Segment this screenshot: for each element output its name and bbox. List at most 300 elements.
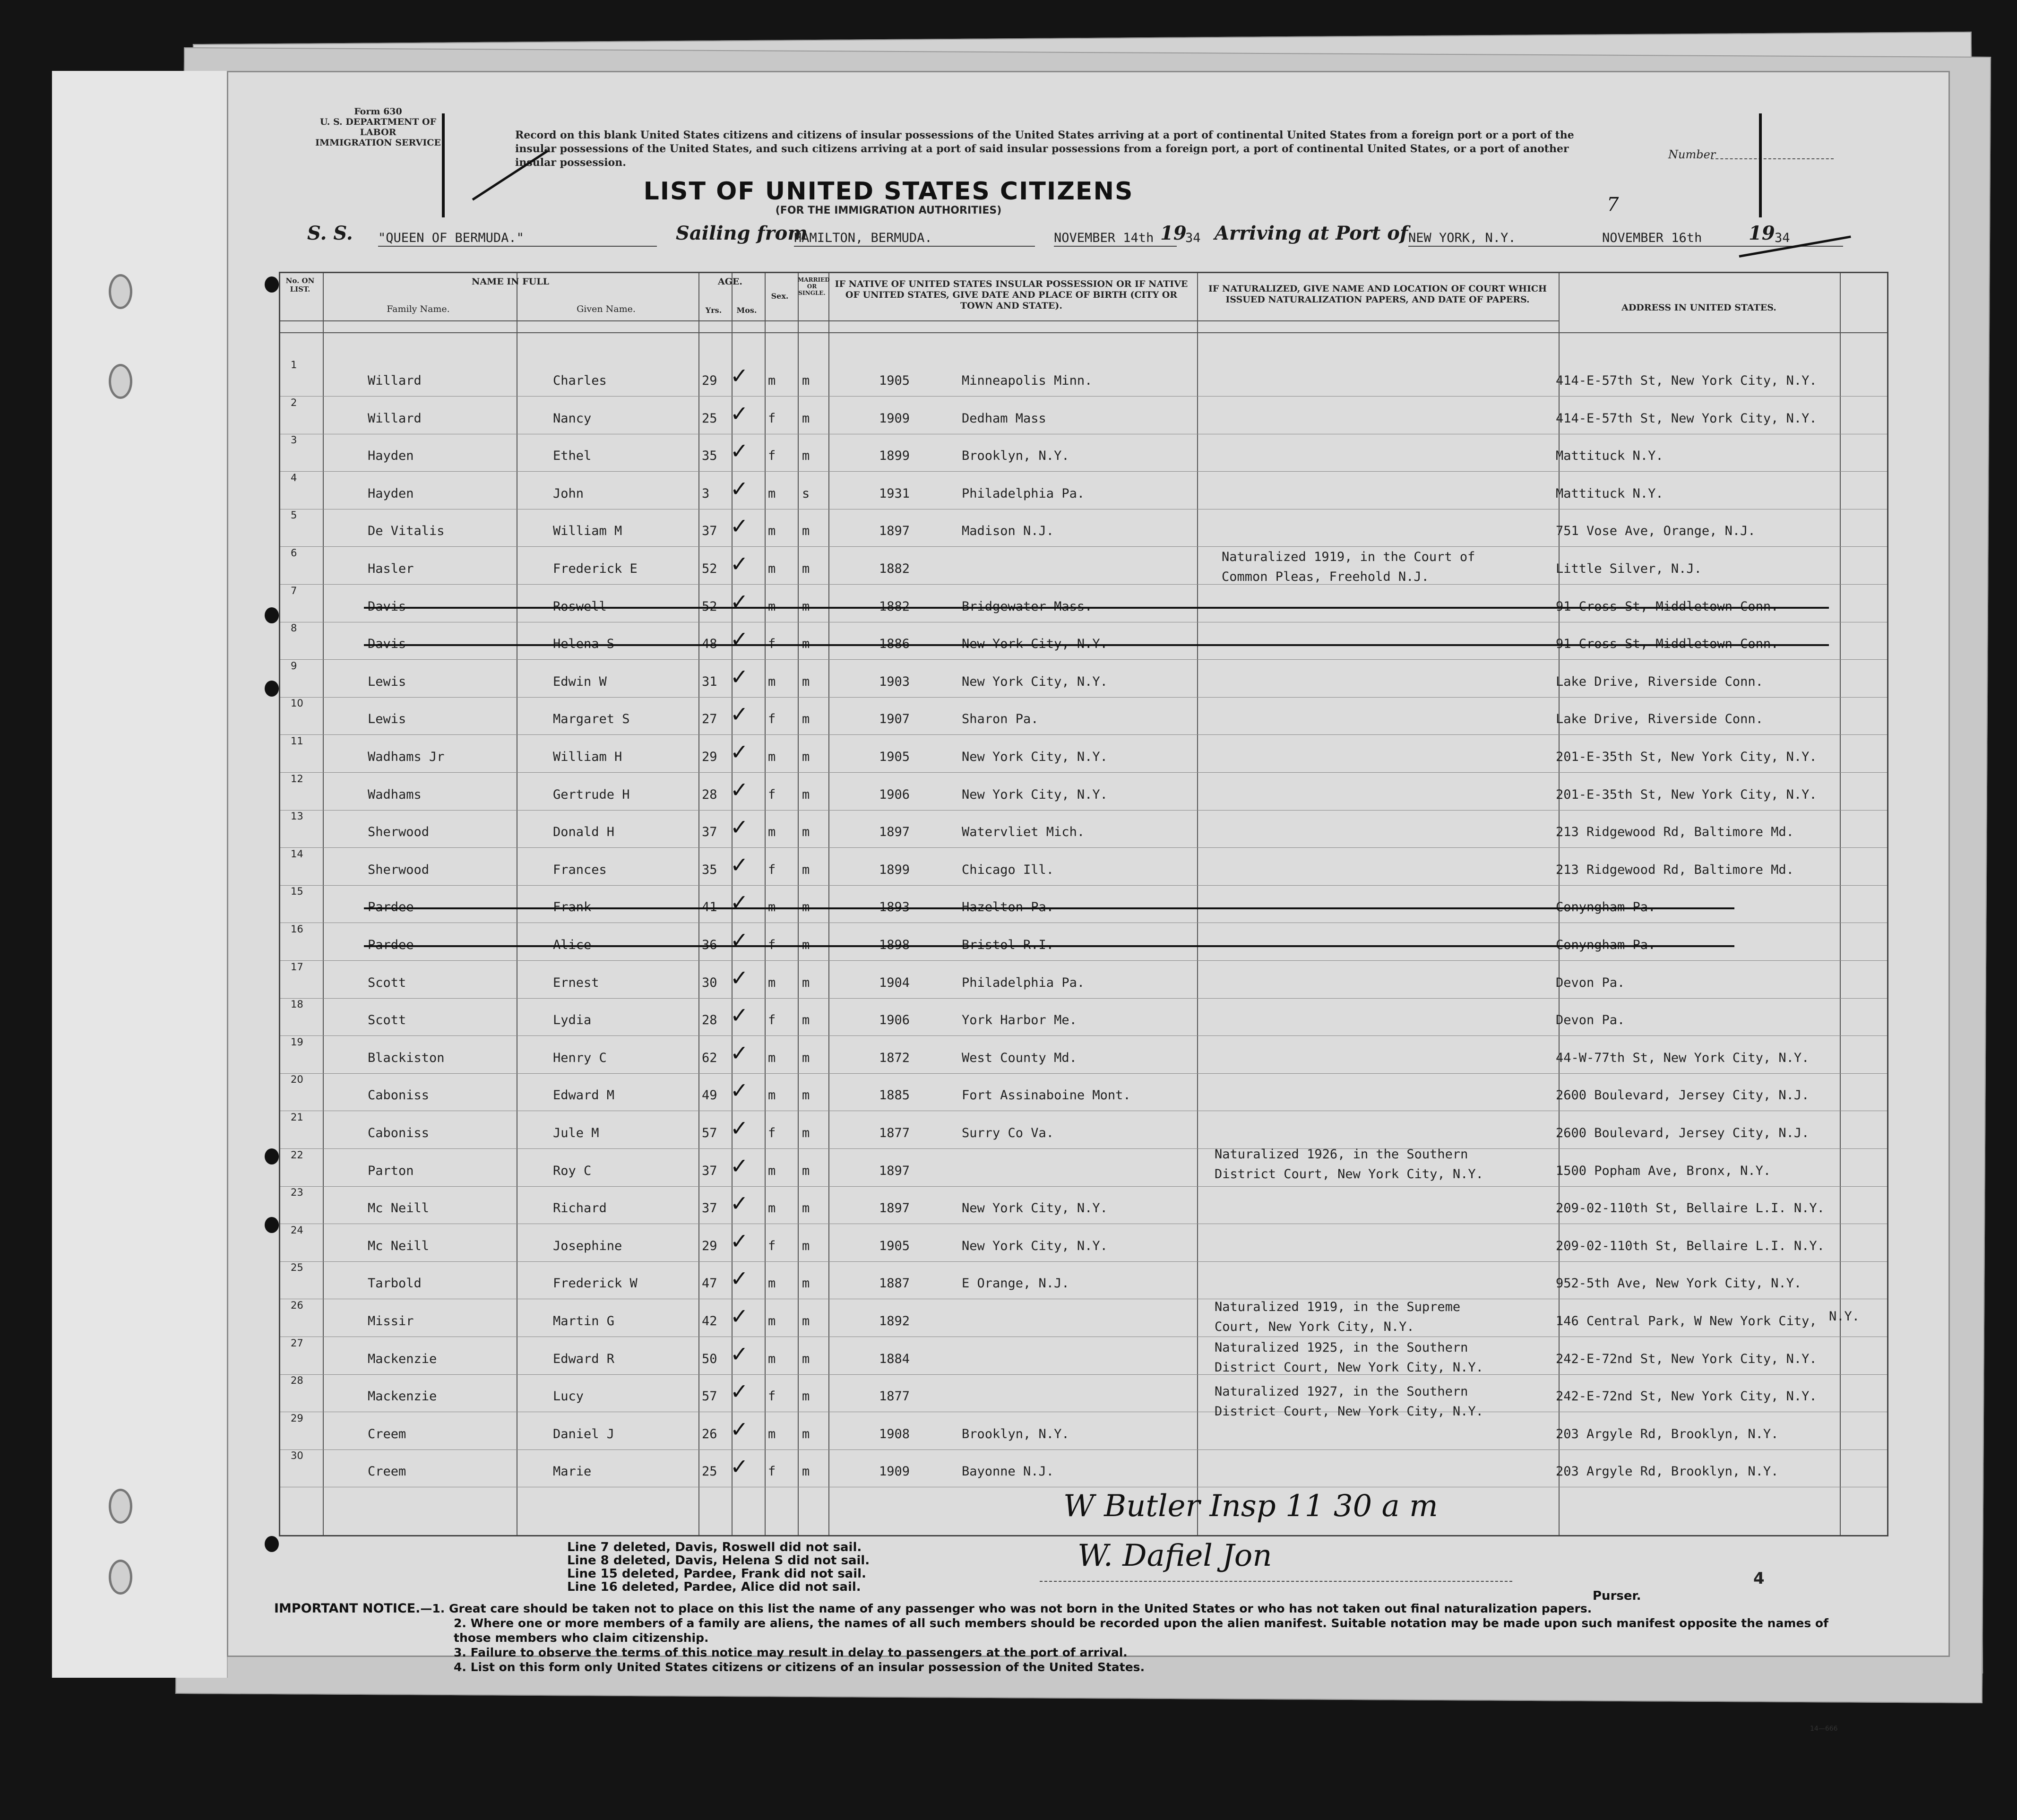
given-name: Ernest (553, 975, 599, 990)
punch-hole (265, 1217, 279, 1233)
sex: m (768, 1314, 776, 1328)
col-header-address: ADDRESS IN UNITED STATES. (1621, 302, 1776, 313)
hand-number: 7 (1607, 194, 1619, 216)
row-number: 22 (291, 1149, 303, 1161)
binding-strip (52, 71, 228, 1678)
underline (794, 246, 1035, 247)
marital-status: m (802, 825, 810, 840)
sex: f (768, 637, 776, 652)
binder-hole (109, 1560, 132, 1595)
col-divider (1197, 273, 1198, 1535)
col-header-name: NAME IN FULL (472, 276, 549, 287)
row-rule (280, 1449, 1887, 1450)
given-name: Charles (553, 373, 607, 388)
birth-year: 1897 (879, 524, 910, 539)
sex: m (768, 524, 776, 539)
marital-status: m (802, 1013, 810, 1028)
notice-item: —1. Great care should be taken not to place on this list the name of any passenger who was not born in the United States or who has not taken out final naturalization papers. (420, 1602, 1592, 1615)
purser-label: Purser. (1593, 1589, 1641, 1603)
address: 242-E-72nd St, New York City, N.Y. (1556, 1351, 1817, 1366)
check-mark-icon: ✓ (730, 588, 749, 614)
age-years: 52 (702, 599, 717, 614)
given-name: Martin G (553, 1314, 615, 1328)
address: 201-E-35th St, New York City, N.Y. (1556, 750, 1817, 764)
given-name: Edward R (553, 1351, 615, 1366)
birth-year: 1909 (879, 411, 910, 426)
sex: m (768, 486, 776, 501)
age-years: 57 (702, 1389, 717, 1404)
family-name: Mc Neill (368, 1238, 430, 1253)
given-name: Alice (553, 938, 592, 952)
sex: m (768, 1426, 776, 1441)
given-name: Helena S (553, 637, 615, 652)
row-number: 7 (291, 585, 297, 596)
birth-place: Bridgewater Mass. (962, 599, 1093, 614)
address: 91 Cross St, Middletown Conn. (1556, 599, 1779, 614)
age-years: 37 (702, 524, 717, 539)
age-years: 41 (702, 900, 717, 915)
given-name: Gertrude H (553, 787, 630, 802)
birth-place: Surry Co Va. (962, 1126, 1054, 1140)
punch-hole (265, 607, 279, 623)
notice-item: 4. List on this form only United States citizens or citizens of an insular possession of the United States. (454, 1660, 1145, 1674)
arrival-date: NOVEMBER 16th (1602, 231, 1702, 245)
birth-year: 1886 (879, 637, 910, 652)
address: 242-E-72nd St, New York City, N.Y. (1556, 1389, 1817, 1404)
birth-year: 1906 (879, 1013, 910, 1028)
birth-year: 1872 (879, 1050, 910, 1065)
ship-name: "QUEEN OF BERMUDA." (378, 231, 524, 245)
punch-hole (265, 276, 279, 293)
row-number: 18 (291, 999, 303, 1010)
sex: m (768, 825, 776, 840)
check-mark-icon: ✓ (730, 814, 749, 840)
family-name: Caboniss (368, 1088, 430, 1103)
underline (1054, 246, 1177, 247)
family-name: Willard (368, 411, 422, 426)
marital-status: m (802, 1050, 810, 1065)
row-number: 30 (291, 1450, 303, 1462)
col-header-sex: Sex. (771, 292, 789, 301)
check-mark-icon: ✓ (730, 1040, 749, 1066)
family-name: Hasler (368, 561, 414, 576)
age-years: 52 (702, 561, 717, 576)
address: Devon Pa. (1556, 975, 1625, 990)
sex: m (768, 975, 776, 990)
header-divider (280, 320, 1559, 321)
col-header-given: Given Name. (577, 304, 636, 314)
birth-year: 1906 (879, 787, 910, 802)
binder-hole (109, 364, 132, 399)
col-header-mos: Mos. (736, 306, 757, 315)
row-rule (280, 1148, 1887, 1149)
ink-mark (1759, 113, 1762, 217)
row-number: 27 (291, 1337, 303, 1349)
address: 1500 Popham Ave, Bronx, N.Y. (1556, 1163, 1771, 1178)
col-header-yrs: Yrs. (705, 306, 722, 315)
check-mark-icon: ✓ (730, 475, 749, 501)
marital-status: m (802, 674, 810, 689)
sex: f (768, 1126, 776, 1140)
check-mark-icon: ✓ (730, 400, 749, 426)
sex: m (768, 1163, 776, 1178)
given-name: Donald H (553, 825, 615, 840)
row-number: 24 (291, 1224, 303, 1236)
sex: f (768, 938, 776, 952)
given-name: Roswell (553, 599, 607, 614)
marital-status: m (802, 637, 810, 652)
family-name: Scott (368, 975, 406, 990)
marital-status: m (802, 1163, 810, 1178)
age-years: 29 (702, 373, 717, 388)
given-name: Frederick E (553, 561, 638, 576)
row-number: 5 (291, 509, 297, 521)
notice-heading: IMPORTANT NOTICE. (274, 1601, 421, 1616)
birth-place: New York City, N.Y. (962, 787, 1108, 802)
address: 146 Central Park, W New York City, (1556, 1314, 1817, 1328)
row-rule (280, 734, 1887, 735)
address: Little Silver, N.J. (1556, 561, 1702, 576)
birth-place: Madison N.J. (962, 524, 1054, 539)
address: Mattituck N.Y. (1556, 449, 1664, 464)
birth-year: 1904 (879, 975, 910, 990)
address: 952-5th Ave, New York City, N.Y. (1556, 1276, 1802, 1291)
address-continuation: N.Y. (1829, 1309, 1860, 1324)
check-mark-icon: ✓ (730, 965, 749, 991)
purser-signature: W. Dafiel Jon (1077, 1538, 1272, 1573)
family-name: Wadhams Jr (368, 750, 445, 764)
marital-status: m (802, 1276, 810, 1291)
age-years: 25 (702, 1464, 717, 1479)
signature-line (1040, 1581, 1512, 1582)
birth-place: Philadelphia Pa. (962, 486, 1085, 501)
birth-place: New York City, N.Y. (962, 750, 1108, 764)
marital-status: m (802, 561, 810, 576)
birth-year: 1897 (879, 1163, 910, 1178)
birth-place: Hazelton Pa. (962, 900, 1054, 915)
row-rule (280, 960, 1887, 961)
sex: m (768, 1201, 776, 1216)
row-number: 15 (291, 886, 303, 897)
important-notice (274, 1601, 1848, 1674)
sex: m (768, 1276, 776, 1291)
birth-year: 1892 (879, 1314, 910, 1328)
row-number: 12 (291, 773, 303, 785)
birth-place: Brooklyn, N.Y. (962, 449, 1069, 464)
birth-place: West County Md. (962, 1050, 1077, 1065)
check-mark-icon: ✓ (730, 513, 749, 539)
notice-item: 3. Failure to observe the terms of this notice may result in delay to passengers at the port of arrival. (454, 1646, 1128, 1659)
given-name: Frank (553, 900, 592, 915)
family-name: De Vitalis (368, 524, 445, 539)
age-years: 35 (702, 449, 717, 464)
address: 751 Vose Ave, Orange, N.J. (1556, 524, 1756, 539)
sex: f (768, 1389, 776, 1404)
address: Lake Drive, Riverside Conn. (1556, 674, 1763, 689)
family-name: Lewis (368, 712, 406, 727)
sex: f (768, 1464, 776, 1479)
sex: m (768, 1050, 776, 1065)
deletion-strike (364, 644, 1829, 646)
family-name: Parton (368, 1163, 414, 1178)
check-mark-icon: ✓ (730, 1379, 749, 1405)
row-number: 21 (291, 1112, 303, 1123)
given-name: Margaret S (553, 712, 630, 727)
deletion-strike (364, 945, 1734, 947)
birth-year: 1887 (879, 1276, 910, 1291)
given-name: Jule M (553, 1126, 599, 1140)
given-name: Henry C (553, 1050, 607, 1065)
record-instructions: Record on this blank United States citizens and citizens of insular possessions of the United States arriving at a port of continental United States from a foreign port or a port of the insular possessions of the United States, and such citizens arriving at a port of said insular possessions from a foreign port, a port of continental United States, or a port of another insular possession. (515, 129, 1574, 169)
row-number: 13 (291, 811, 303, 822)
sex: m (768, 1088, 776, 1103)
address: Conyngham Pa. (1556, 900, 1656, 915)
marital-status: m (802, 900, 810, 915)
age-years: 50 (702, 1351, 717, 1366)
year-prefix: 19 (1160, 222, 1187, 244)
page-subtitle: (FOR THE IMMIGRATION AUTHORITIES) (775, 205, 1002, 216)
row-number: 6 (291, 547, 297, 559)
birth-year: 1893 (879, 900, 910, 915)
birth-place: E Orange, N.J. (962, 1276, 1069, 1291)
address: 203 Argyle Rd, Brooklyn, N.Y. (1556, 1426, 1779, 1441)
birth-place: Bristol R.I. (962, 938, 1054, 952)
naturalization-line: Court, New York City, N.Y. (1215, 1320, 1414, 1334)
marital-status: m (802, 1351, 810, 1366)
age-years: 37 (702, 1201, 717, 1216)
family-name: Blackiston (368, 1050, 445, 1065)
address: 209-02-110th St, Bellaire L.I. N.Y. (1556, 1238, 1825, 1253)
header-divider (280, 332, 1887, 333)
age-years: 29 (702, 1238, 717, 1253)
naturalization-line: Naturalized 1925, in the Southern (1215, 1340, 1468, 1355)
birth-year: 1907 (879, 712, 910, 727)
sex: m (768, 750, 776, 764)
check-mark-icon: ✓ (730, 1190, 749, 1216)
row-rule (280, 1261, 1887, 1262)
check-mark-icon: ✓ (730, 438, 749, 464)
marital-status: s (802, 486, 810, 501)
marital-status: m (802, 1314, 810, 1328)
row-number: 11 (291, 735, 303, 747)
marital-status: m (802, 750, 810, 764)
check-mark-icon: ✓ (730, 739, 749, 765)
sex: m (768, 900, 776, 915)
row-rule (280, 546, 1887, 547)
sex: m (768, 373, 776, 388)
age-years: 36 (702, 938, 717, 952)
family-name: Missir (368, 1314, 414, 1328)
sailing-port: HAMILTON, BERMUDA. (794, 231, 932, 245)
sailing-date: NOVEMBER 14th (1054, 231, 1154, 245)
age-years: 35 (702, 862, 717, 877)
col-header-no: No. ON LIST. (285, 276, 315, 293)
family-name: Creem (368, 1464, 406, 1479)
family-name: Mackenzie (368, 1389, 437, 1404)
marital-status: m (802, 449, 810, 464)
age-years: 47 (702, 1276, 717, 1291)
sex: f (768, 449, 776, 464)
age-years: 42 (702, 1314, 717, 1328)
given-name: Nancy (553, 411, 592, 426)
marital-status: m (802, 712, 810, 727)
marital-status: m (802, 1088, 810, 1103)
check-mark-icon: ✓ (730, 852, 749, 878)
check-mark-icon: ✓ (730, 1341, 749, 1367)
birth-place: Bayonne N.J. (962, 1464, 1054, 1479)
check-mark-icon: ✓ (730, 664, 749, 690)
given-name: Edward M (553, 1088, 615, 1103)
address: 201-E-35th St, New York City, N.Y. (1556, 787, 1817, 802)
birth-year: 1905 (879, 750, 910, 764)
family-name: Pardee (368, 938, 414, 952)
family-name: Mackenzie (368, 1351, 437, 1366)
given-name: William H (553, 750, 622, 764)
birth-year: 1882 (879, 561, 910, 576)
deletion-note: Line 8 deleted, Davis, Helena S did not sail. (567, 1553, 870, 1568)
check-mark-icon: ✓ (730, 776, 749, 802)
birth-place: Minneapolis Minn. (962, 373, 1093, 388)
row-number: 29 (291, 1412, 303, 1424)
col-divider (1840, 273, 1841, 1535)
sex: m (768, 599, 776, 614)
age-years: 28 (702, 1013, 717, 1028)
marital-status: m (802, 599, 810, 614)
row-rule (280, 847, 1887, 848)
family-name: Hayden (368, 486, 414, 501)
binder-hole (109, 1489, 132, 1524)
address: 213 Ridgewood Rd, Baltimore Md. (1556, 825, 1794, 840)
age-years: 62 (702, 1050, 717, 1065)
row-number: 19 (291, 1036, 303, 1048)
birth-year: 1882 (879, 599, 910, 614)
row-number: 10 (291, 698, 303, 709)
col-divider (323, 273, 324, 1535)
row-rule (280, 885, 1887, 886)
sex: f (768, 787, 776, 802)
age-years: 27 (702, 712, 717, 727)
number-label: Number (1668, 148, 1716, 161)
age-years: 37 (702, 825, 717, 840)
birth-place: Sharon Pa. (962, 712, 1039, 727)
row-number: 3 (291, 434, 297, 446)
deletion-note: Line 7 deleted, Davis, Roswell did not sail. (567, 1540, 862, 1554)
form-number: Form 630 U. S. DEPARTMENT OF LABOR IMMIGRATION SERVICE (315, 106, 441, 148)
given-name: John (553, 486, 584, 501)
marital-status: m (802, 373, 810, 388)
col-divider (698, 273, 699, 1535)
check-mark-icon: ✓ (730, 1416, 749, 1442)
check-mark-icon: ✓ (730, 1303, 749, 1329)
marital-status: m (802, 938, 810, 952)
family-name: Sherwood (368, 862, 430, 877)
row-rule (280, 471, 1887, 472)
punch-hole (265, 1148, 279, 1164)
row-number: 8 (291, 622, 297, 634)
address: 44-W-77th St, New York City, N.Y. (1556, 1050, 1810, 1065)
binder-hole (109, 274, 132, 309)
col-divider (828, 273, 829, 1535)
birth-place: New York City, N.Y. (962, 637, 1108, 652)
naturalization-line: District Court, New York City, N.Y. (1215, 1166, 1483, 1182)
age-years: 29 (702, 750, 717, 764)
check-mark-icon: ✓ (730, 927, 749, 953)
arrival-year-suffix: 34 (1775, 231, 1790, 245)
marital-status: m (802, 524, 810, 539)
address: Lake Drive, Riverside Conn. (1556, 712, 1763, 727)
family-name: Mc Neill (368, 1201, 430, 1216)
check-mark-icon: ✓ (730, 1002, 749, 1028)
marital-status: m (802, 411, 810, 426)
row-number: 1 (291, 359, 297, 371)
deletion-strike (364, 907, 1734, 909)
ink-mark (442, 113, 445, 217)
col-header-birth: IF NATIVE OF UNITED STATES INSULAR POSSESSION OR IF NATIVE OF UNITED STATES, GIVE DATE AND PLACE OF BIRTH (CITY OR TOWN AND STATE). (835, 279, 1188, 311)
birth-year: 1905 (879, 373, 910, 388)
age-years: 30 (702, 975, 717, 990)
marital-status: m (802, 787, 810, 802)
row-rule (280, 998, 1887, 999)
row-rule (280, 1073, 1887, 1074)
check-mark-icon: ✓ (730, 363, 749, 388)
sex: f (768, 1238, 776, 1253)
check-mark-icon: ✓ (730, 551, 749, 577)
row-number: 20 (291, 1074, 303, 1086)
page-title: LIST OF UNITED STATES CITIZENS (643, 177, 1134, 206)
birth-year: 1885 (879, 1088, 910, 1103)
given-name: Roy C (553, 1163, 592, 1178)
birth-year: 1903 (879, 674, 910, 689)
birth-place: Watervliet Mich. (962, 825, 1085, 840)
birth-year: 1905 (879, 1238, 910, 1253)
row-number: 14 (291, 848, 303, 860)
family-name: Pardee (368, 900, 414, 915)
sex: m (768, 674, 776, 689)
naturalization-line: District Court, New York City, N.Y. (1215, 1404, 1483, 1419)
family-name: Lewis (368, 674, 406, 689)
sex: m (768, 1351, 776, 1366)
check-mark-icon: ✓ (730, 1266, 749, 1292)
check-mark-icon: ✓ (730, 1153, 749, 1179)
deletion-note: Line 16 deleted, Pardee, Alice did not sail. (567, 1580, 861, 1594)
row-number: 28 (291, 1375, 303, 1387)
marital-status: m (802, 1126, 810, 1140)
age-years: 31 (702, 674, 717, 689)
birth-place: Dedham Mass (962, 411, 1046, 426)
row-rule (280, 697, 1887, 698)
address: 414-E-57th St, New York City, N.Y. (1556, 373, 1817, 388)
check-mark-icon: ✓ (730, 1078, 749, 1104)
row-rule (280, 810, 1887, 811)
address: 2600 Boulevard, Jersey City, N.J. (1556, 1088, 1810, 1103)
birth-year: 1931 (879, 486, 910, 501)
birth-place: York Harbor Me. (962, 1013, 1077, 1028)
row-number: 9 (291, 660, 297, 672)
punch-hole (265, 1536, 279, 1552)
birth-year: 1898 (879, 938, 910, 952)
family-name: Tarbold (368, 1276, 422, 1291)
given-name: Frederick W (553, 1276, 638, 1291)
marital-status: m (802, 1426, 810, 1441)
birth-year: 1899 (879, 449, 910, 464)
birth-place: Fort Assinaboine Mont. (962, 1088, 1131, 1103)
birth-year: 1909 (879, 1464, 910, 1479)
deletion-strike (364, 607, 1829, 609)
given-name: Lucy (553, 1389, 584, 1404)
marital-status: m (802, 1464, 810, 1479)
family-name: Hayden (368, 449, 414, 464)
birth-year: 1897 (879, 1201, 910, 1216)
